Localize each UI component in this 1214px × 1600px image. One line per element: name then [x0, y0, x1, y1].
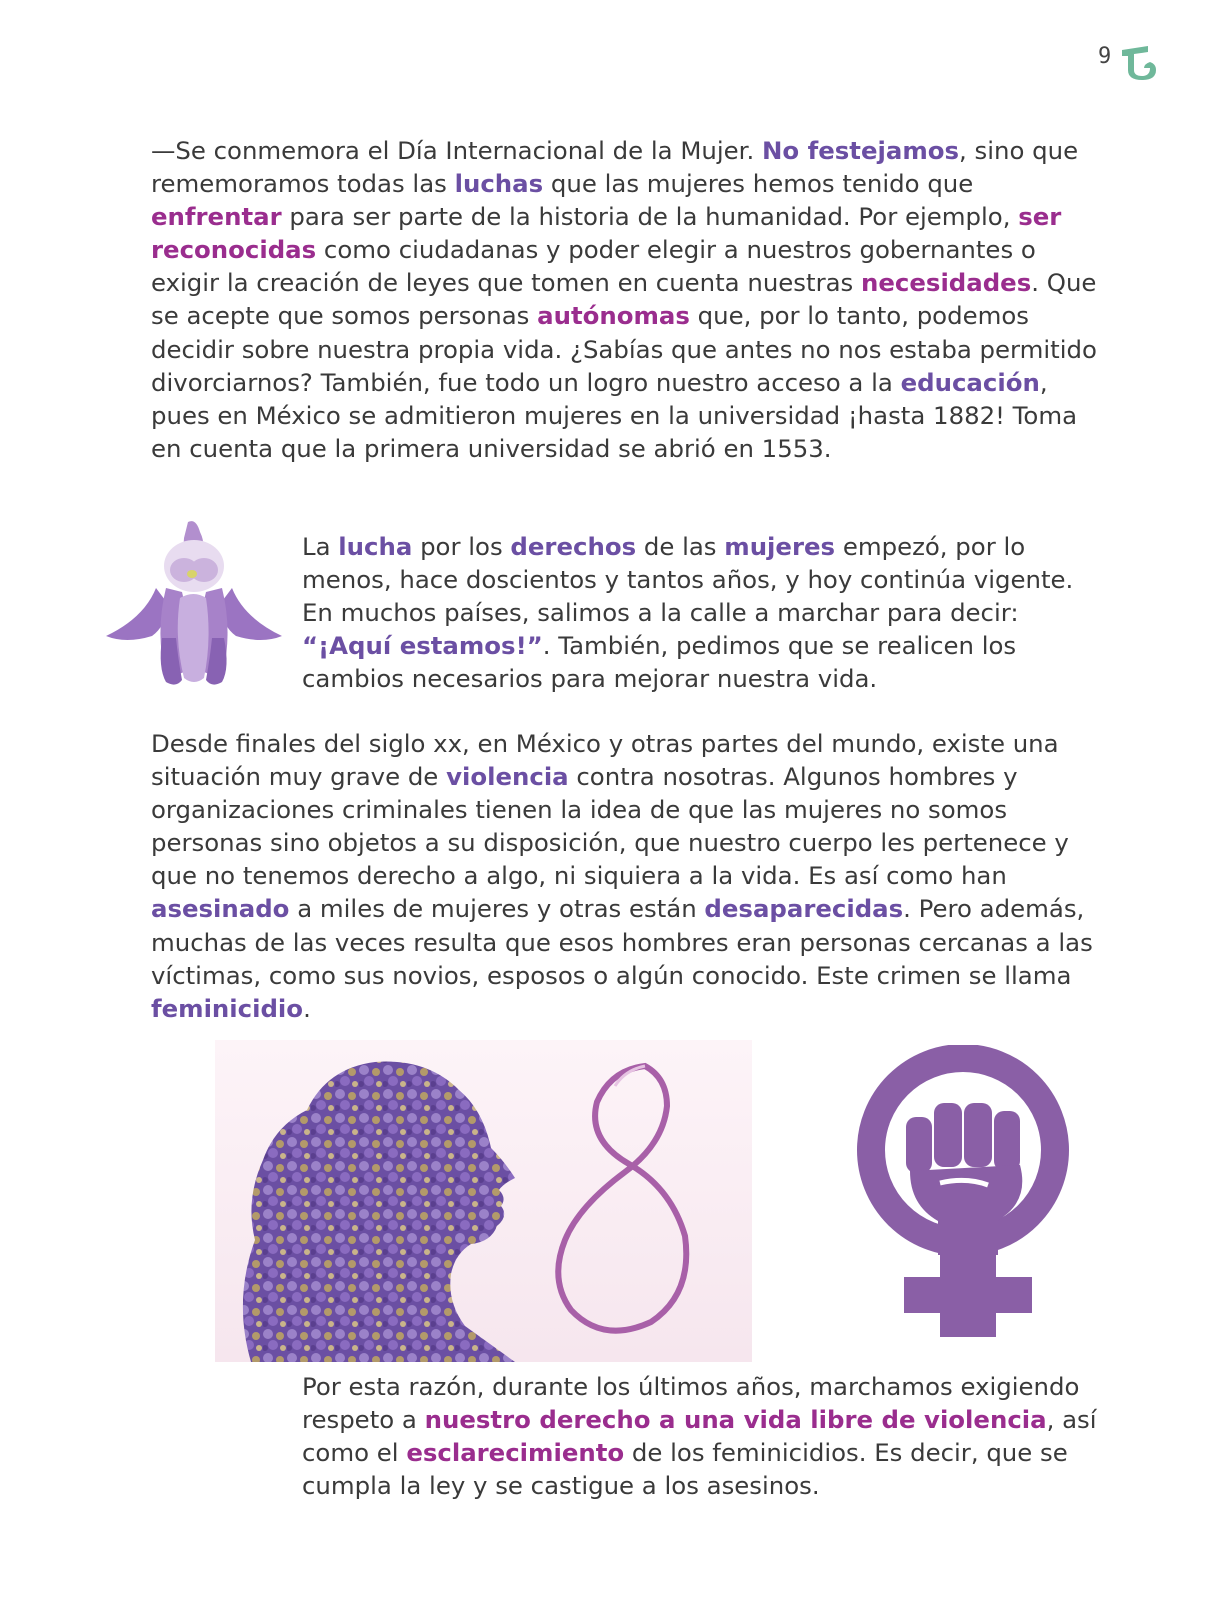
highlighted-term: autónomas: [537, 301, 690, 331]
text-segment: Desde finales del siglo xx, en México y otras partes del mundo, existe una situación muy grave de: [151, 729, 1067, 792]
text-segment: , sino que rememoramos todas las: [151, 136, 1086, 199]
text-segment: . Pero además, muchas de las veces resulta que esos hombres eran personas cercanas a las víctimas, como sus novios, esposos o algún conocido. Este crimen se llama: [151, 894, 1101, 990]
highlighted-term: “¡Aquí estamos!”: [302, 631, 543, 661]
highlighted-term: ser reconocidas: [151, 202, 1070, 265]
text-segment: . Que se acepte que somos personas: [151, 268, 1105, 331]
woman-silhouette-photo: [215, 1040, 752, 1362]
text-segment: .: [303, 993, 311, 1023]
text-segment: , pues en México se admitieron mujeres en la universidad ¡hasta 1882! Toma en cuenta que la primera universidad se abrió en 1553.: [151, 367, 1085, 463]
highlighted-term: No festejamos: [761, 136, 960, 165]
highlighted-term: enfrentar: [151, 202, 282, 232]
text-segment: Por esta razón, durante los últimos años, marchamos exigiendo respeto a: [302, 1372, 1088, 1435]
text-segment: de los feminicidios. Es decir, que se cumpla la ley y se castigue a los asesinos.: [302, 1438, 1076, 1501]
text-segment: de las: [636, 532, 725, 561]
text-segment: a miles de mujeres y otras están: [289, 894, 705, 924]
feminist-fist-symbol-icon: [848, 1045, 1078, 1337]
text-segment: por los: [412, 532, 511, 561]
text-segment: que, por lo tanto, podemos decidir sobre nuestra propia vida. ¿Sabías que antes no nos estaba permitido divorciarnos? También, fue todo un logro nuestro acceso a la: [151, 301, 1105, 397]
text-segment: , así como el: [302, 1405, 1105, 1468]
paragraph-marches: [302, 1370, 1105, 1502]
text-segment: . También, pedimos que se realicen los cambios necesarios para mejorar nuestra vida.: [302, 631, 1024, 694]
page-number: 9: [1098, 44, 1112, 69]
highlighted-term: derechos: [510, 532, 637, 561]
highlighted-term: asesinado: [151, 894, 290, 924]
text-segment: —Se conmemora el Día Internacional de la Mujer.: [151, 136, 762, 165]
silhouette-and-ribbon-image: [215, 1040, 752, 1362]
highlighted-term: lucha: [338, 532, 413, 561]
text-segment: que las mujeres hemos tenido que: [543, 169, 982, 199]
text-segment: La: [302, 532, 339, 561]
highlighted-term: esclarecimiento: [406, 1438, 625, 1468]
book-corner-logo-icon: [1120, 40, 1160, 80]
highlighted-term: nuestro derecho a una vida libre de violencia: [424, 1405, 1047, 1435]
text-segment: contra nosotras. Algunos hombres y organizaciones criminales tienen la idea de que las mujeres no somos personas sino objetos a su disposición, que nuestro cuerpo les pertenece y que no tenemos derecho a algo, ni siquiera a la vida. Es así como han: [151, 762, 1077, 891]
highlighted-term: educación: [900, 367, 1040, 397]
text-segment: como ciudadanas y poder elegir a nuestros gobernantes o exigir la creación de leyes que tomen en cuenta nuestras: [151, 235, 1044, 298]
text-segment: empezó, por lo menos, hace doscientos y tantos años, y hoy continúa vigente. En muchos países, salimos a la calle a marchar para decir:: [302, 532, 1082, 628]
paragraph-women-rights: [302, 530, 1102, 695]
jacaranda-flower-icon: [96, 518, 292, 688]
highlighted-term: violencia: [446, 762, 569, 792]
highlighted-term: mujeres: [724, 532, 836, 561]
paragraph-violence: [151, 727, 1111, 1025]
highlighted-term: necesidades: [861, 268, 1032, 298]
highlighted-term: luchas: [454, 169, 544, 199]
highlighted-term: desaparecidas: [704, 894, 904, 924]
highlighted-term: feminicidio: [151, 993, 304, 1023]
paragraph-intro: [151, 134, 1111, 465]
text-segment: para ser parte de la historia de la humanidad. Por ejemplo,: [281, 202, 1019, 232]
